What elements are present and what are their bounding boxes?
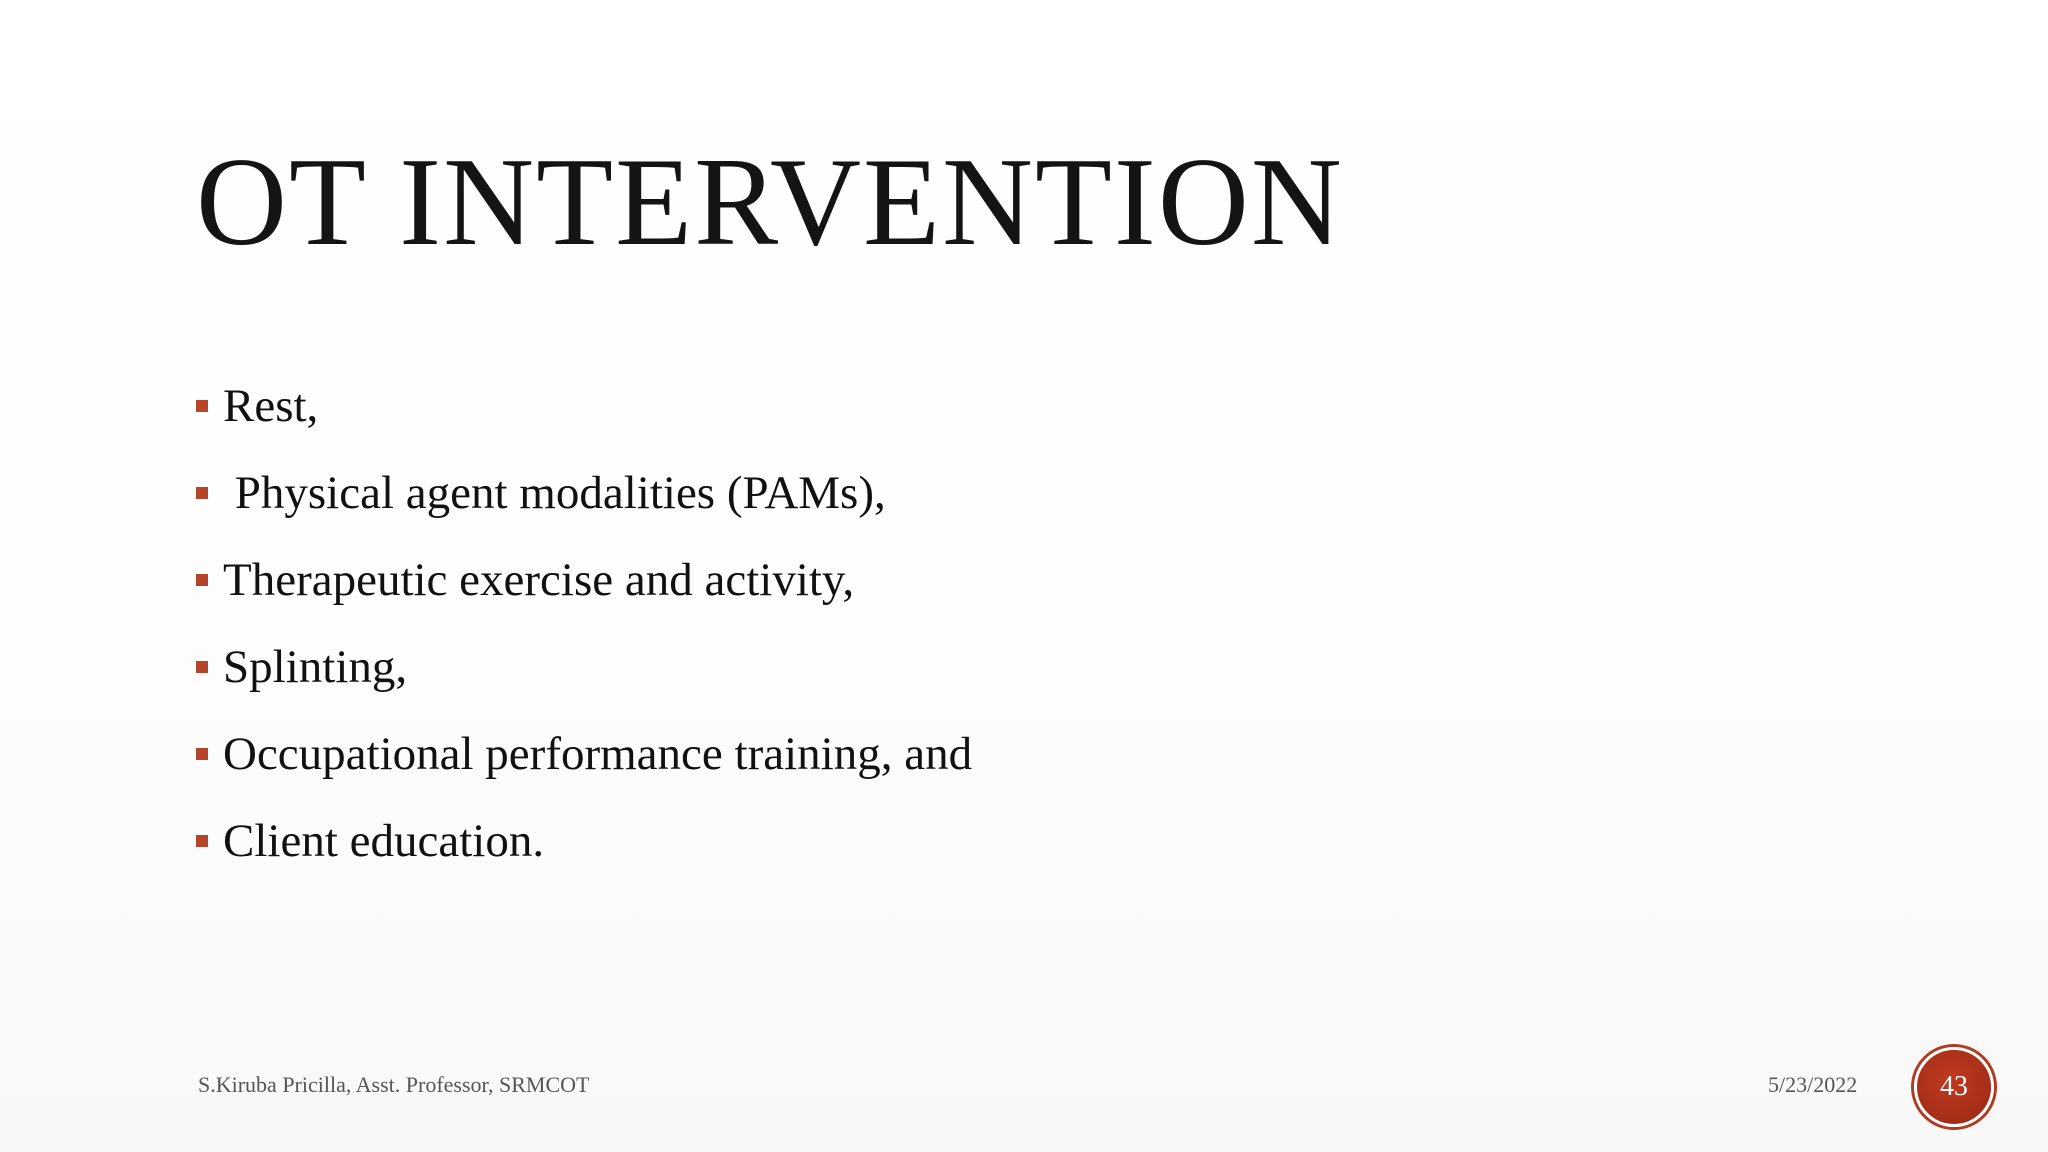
bullet-text: Therapeutic exercise and activity, [223,553,855,606]
square-bullet-icon [196,748,208,760]
footer-date: 5/23/2022 [1768,1072,1858,1097]
square-bullet-icon [196,661,208,673]
page-number: 43 [1940,1071,1968,1102]
square-bullet-icon [196,400,208,412]
footer-author: S.Kiruba Pricilla, Asst. Professor, SRMCOT [198,1072,590,1097]
bullet-item [196,449,972,536]
bullet-item [196,797,972,884]
bullet-text: Physical agent modalities (PAMs), [223,466,886,519]
bullet-text: Client education. [223,814,545,867]
square-bullet-icon [196,574,208,586]
slide-title: OT INTERVENTION [196,133,1344,272]
bullet-item [196,623,972,710]
page-number-badge [1914,1047,1994,1127]
bullet-text: Rest, [223,379,319,432]
square-bullet-icon [196,487,208,499]
bullet-item [196,362,972,449]
bullet-item [196,536,972,623]
bullet-text: Occupational performance training, and [223,727,973,780]
bullet-item [196,710,972,797]
bullet-list [196,362,972,884]
square-bullet-icon [196,835,208,847]
bullet-text: Splinting, [223,640,408,693]
